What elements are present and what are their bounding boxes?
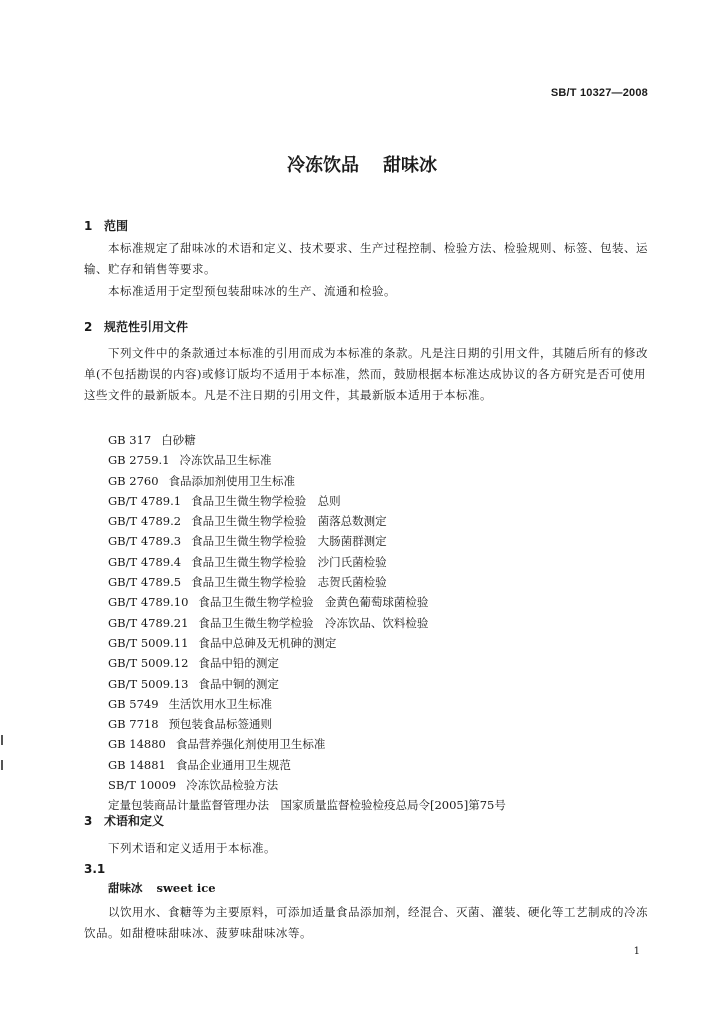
subsection-3-1-number: 3.1 [84, 862, 106, 876]
section-2-heading [84, 318, 188, 335]
scan-margin-mark [1, 760, 3, 770]
reference-item: GB/T 5009.12 食品中铅的测定 [108, 656, 279, 671]
section-1-paragraph-2: 本标准适用于定型预包装甜味冰的生产、流通和检验。 [108, 284, 396, 298]
reference-item: GB/T 4789.21 食品卫生微生物学检验 冷冻饮品、饮料检验 [108, 615, 429, 630]
term-entry [108, 880, 216, 896]
reference-item: GB/T 4789.2 食品卫生微生物学检验 菌落总数测定 [108, 514, 387, 529]
term-english: sweet ice [156, 881, 216, 895]
section-number: 3 [84, 814, 93, 828]
section-3-heading [84, 812, 164, 829]
standard-code: SB/T 10327—2008 [550, 87, 648, 99]
reference-item: GB 2759.1 冷冻饮品卫生标准 [108, 453, 272, 468]
section-title: 规范性引用文件 [104, 320, 189, 334]
section-2-intro: 下列文件中的条款通过本标准的引用而成为本标准的条款。凡是注日期的引用文件，其随后所有的修改单(不包括勘误的内容)或修订版均不适用于本标准，然而，鼓励根据本标准达成协议的各方研究是否可使用这些文件的最新版本。凡是不注日期的引用文件，其最新版本适用于本标准。 [84, 346, 648, 402]
reference-item: GB/T 4789.1 食品卫生微生物学检验 总则 [108, 493, 341, 508]
section-title: 范围 [104, 219, 129, 233]
reference-item: GB/T 4789.4 食品卫生微生物学检验 沙门氏菌检验 [108, 554, 387, 569]
title-part-1: 冷冻饮品 [287, 155, 359, 176]
reference-item-regulation: 定量包装商品计量监督管理办法 国家质量监督检验检疫总局令[2005]第75号 [108, 798, 506, 813]
reference-item: GB/T 4789.10 食品卫生微生物学检验 金黄色葡萄球菌检验 [108, 595, 429, 610]
term-chinese: 甜味冰 [108, 881, 143, 895]
reference-item: GB 14880 食品营养强化剂使用卫生标准 [108, 737, 326, 752]
reference-item: GB/T 4789.5 食品卫生微生物学检验 志贺氏菌检验 [108, 575, 387, 590]
reference-item: GB/T 5009.13 食品中铜的测定 [108, 676, 279, 691]
section-1-paragraph-1: 本标准规定了甜味冰的术语和定义、技术要求、生产过程控制、检验方法、检验规则、标签、包装、运输、贮存和销售等要求。 [84, 241, 648, 276]
term-definition: 以饮用水、食糖等为主要原料，可添加适量食品添加剂，经混合、灭菌、灌装、硬化等工艺制成的冷冻饮品。如甜橙味甜味冰、菠萝味甜味冰等。 [84, 905, 648, 940]
scan-margin-mark [1, 735, 3, 745]
reference-item: SB/T 10009 冷冻饮品检验方法 [108, 778, 279, 793]
title-part-2: 甜味冰 [383, 155, 437, 176]
reference-list [108, 430, 668, 816]
section-number: 2 [84, 320, 93, 334]
reference-item: GB 2760 食品添加剂使用卫生标准 [108, 473, 296, 488]
section-3-intro: 下列术语和定义适用于本标准。 [108, 841, 276, 855]
page-number: 1 [633, 946, 640, 957]
reference-item: GB 7718 预包装食品标签通则 [108, 717, 273, 732]
section-1-heading [84, 217, 128, 234]
reference-item: GB 14881 食品企业通用卫生规范 [108, 757, 291, 772]
reference-item: GB/T 4789.3 食品卫生微生物学检验 大肠菌群测定 [108, 534, 387, 549]
reference-item: GB 317 白砂糖 [108, 433, 196, 447]
page-title [0, 151, 724, 177]
section-title: 术语和定义 [104, 814, 165, 828]
reference-item: GB 5749 生活饮用水卫生标准 [108, 696, 273, 711]
section-number: 1 [84, 219, 93, 233]
reference-item: GB/T 5009.11 食品中总砷及无机砷的测定 [108, 635, 337, 650]
